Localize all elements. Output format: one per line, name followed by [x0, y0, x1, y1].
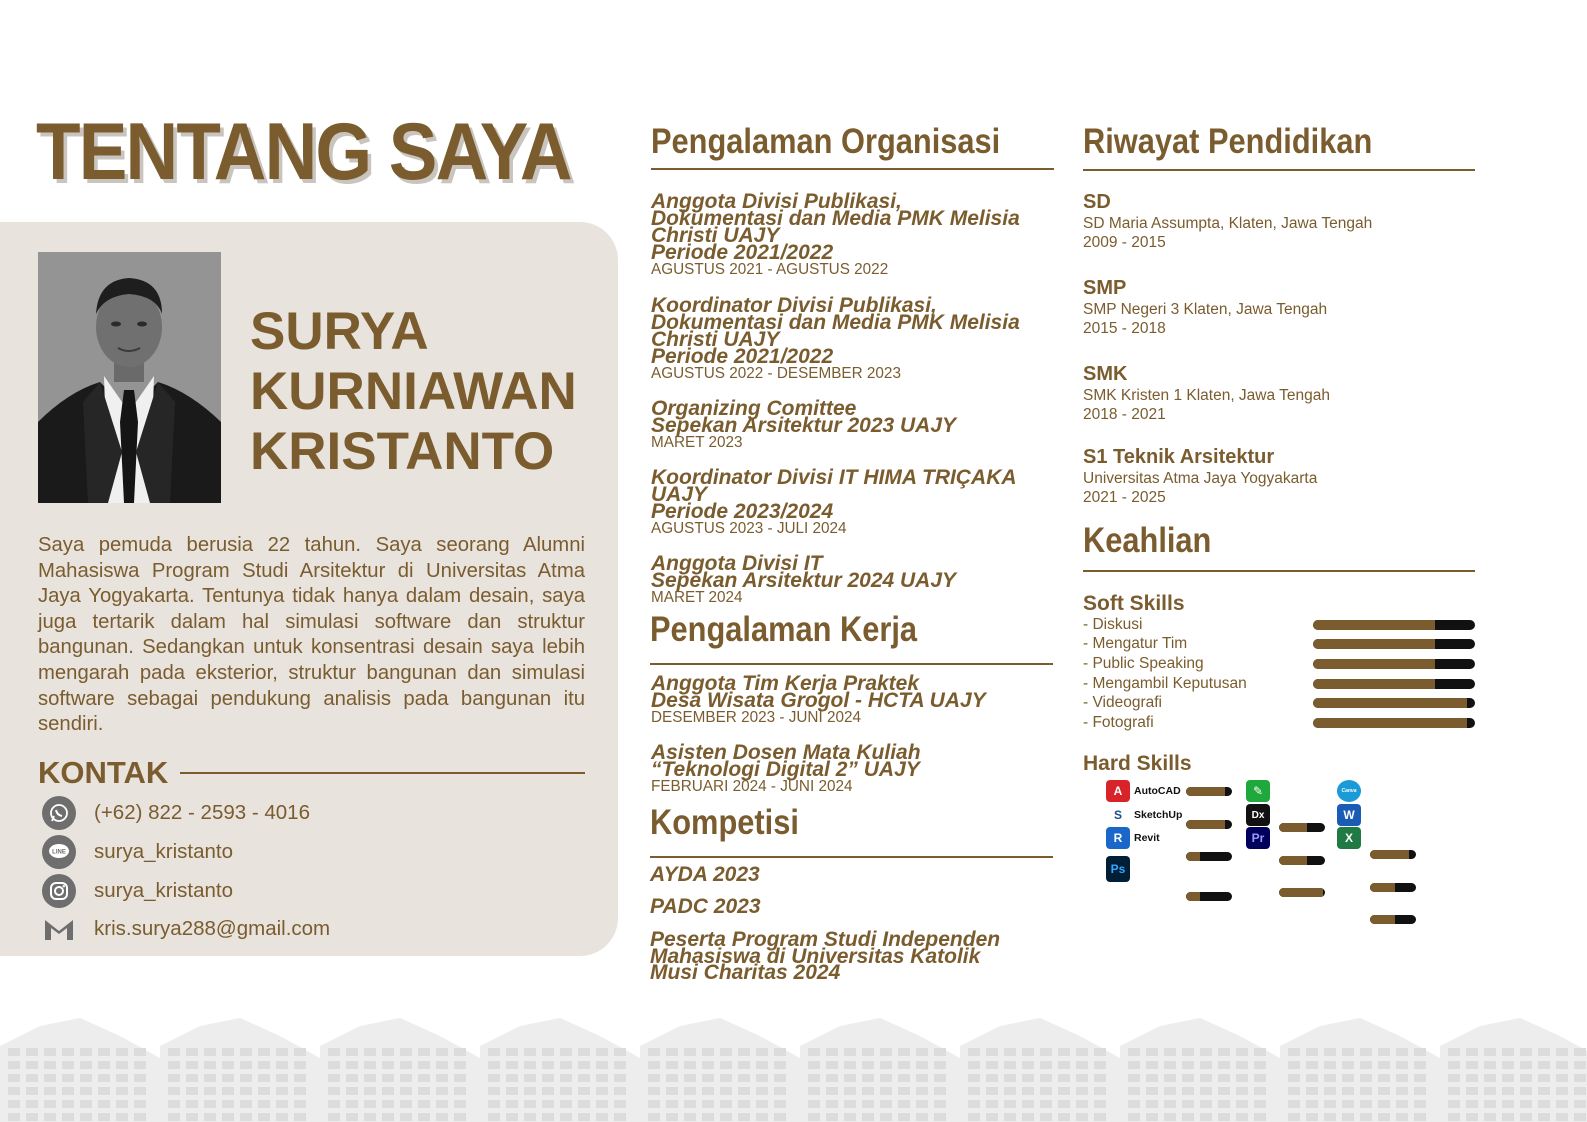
hard-skill-label: Revit: [1134, 832, 1160, 844]
photoshop-icon: Ps: [1106, 856, 1130, 882]
kompetisi-item: Peserta Program Studi Independen Mahasiswa di Universitas Katolik Musi Charitas 2024: [650, 928, 1001, 984]
kerja-heading: Pengalaman Kerja: [650, 610, 918, 649]
hard-skills-heading: Hard Skills: [1083, 752, 1192, 775]
hard-skill-item: [1337, 779, 1361, 803]
name-line-first: SURYA: [250, 302, 429, 361]
hard-skill-bar: [1186, 820, 1232, 829]
kerja-item: [651, 741, 1051, 795]
pendidikan-heading: Riwayat Pendidikan: [1083, 122, 1373, 161]
building-illustration: [1440, 1018, 1587, 1122]
kerja-item-title: Anggota Tim Kerja Praktek Desa Wisata Grogol - HCTA UAJY: [651, 672, 986, 712]
pendidikan-level: SMP: [1083, 277, 1127, 299]
excel-icon: X: [1337, 827, 1361, 849]
pendidikan-item: [1083, 277, 1327, 338]
premiere-icon: Pr: [1246, 827, 1270, 849]
soft-skill-bar: [1313, 718, 1475, 728]
organisasi-item: [651, 397, 1051, 451]
soft-skill-label: - Public Speaking: [1083, 654, 1204, 672]
soft-skill-row: [1083, 693, 1475, 713]
organisasi-item-title: Organizing Comittee Sepekan Arsitektur 2023 UAJY: [651, 397, 957, 437]
organisasi-item-date: AGUSTUS 2021 - AGUSTUS 2022: [651, 261, 889, 278]
organisasi-item: [651, 466, 1051, 537]
pendidikan-divider: [1083, 169, 1475, 171]
pendidikan-item: [1083, 191, 1372, 252]
pendidikan-school: SMK Kristen 1 Klaten, Jawa Tengah: [1083, 387, 1330, 404]
building-illustration: [800, 1018, 960, 1122]
soft-skill-label: - Mengatur Tim: [1083, 635, 1188, 653]
email-address: kris.surya288@gmail.com: [94, 917, 331, 940]
contact-whatsapp[interactable]: [42, 796, 310, 830]
organisasi-item-title: Anggota Divisi Publikasi, Dokumentasi dan Media PMK Melisia Christi UAJY Periode 2021/2022: [651, 190, 1020, 264]
soft-skill-row: [1083, 713, 1475, 733]
organisasi-item-date: MARET 2023: [651, 434, 743, 451]
building-illustration: [0, 1018, 160, 1122]
kontak-heading: KONTAK: [38, 755, 169, 790]
pendidikan-years: 2009 - 2015: [1083, 234, 1166, 251]
hard-skill-bar-fill: [1279, 823, 1307, 832]
hard-skill-label: AutoCAD: [1134, 785, 1181, 797]
hard-skill-bar: [1279, 856, 1325, 865]
building-illustration: [480, 1018, 640, 1122]
hard-skill-bar-fill: [1370, 883, 1395, 892]
soft-skill-bar-fill: [1313, 620, 1435, 630]
svg-text:LINE: LINE: [52, 849, 66, 856]
keahlian-divider: [1083, 570, 1475, 572]
soft-skill-bar: [1313, 679, 1475, 689]
kompetisi-heading: Kompetisi: [650, 803, 799, 842]
sketchbook-icon: ✎: [1246, 780, 1270, 802]
soft-skill-label: - Mengambil Keputusan: [1083, 674, 1247, 692]
profile-photo: [38, 252, 221, 503]
organisasi-item-title: Koordinator Divisi IT HIMA TRIÇAKA UAJY Periode 2023/2024: [651, 466, 1017, 523]
hard-skill-bar-fill: [1186, 787, 1225, 796]
hard-skill-bar: [1370, 883, 1416, 892]
hard-skill-bar: [1279, 823, 1325, 832]
sketchup-icon: S: [1106, 804, 1130, 826]
organisasi-item: [651, 190, 1051, 278]
pendidikan-level: SD: [1083, 191, 1111, 213]
whatsapp-icon: [42, 796, 76, 830]
soft-skill-bar: [1313, 698, 1475, 708]
gmail-icon: [42, 912, 76, 946]
soft-skill-bar: [1313, 659, 1475, 669]
kompetisi-item: AYDA 2023: [650, 863, 760, 886]
pendidikan-years: 2015 - 2018: [1083, 320, 1166, 337]
organisasi-heading: Pengalaman Organisasi: [651, 122, 1001, 161]
name-line-last: KRISTANTO: [250, 422, 555, 481]
organisasi-item-date: AGUSTUS 2022 - DESEMBER 2023: [651, 365, 901, 382]
pendidikan-years: 2021 - 2025: [1083, 489, 1166, 506]
soft-skill-label: - Diskusi: [1083, 615, 1143, 633]
soft-skill-row: [1083, 674, 1475, 694]
building-illustration: [960, 1018, 1120, 1122]
contact-line[interactable]: [42, 835, 233, 869]
pendidikan-school: Universitas Atma Jaya Yogyakarta: [1083, 470, 1318, 487]
soft-skill-bar: [1313, 639, 1475, 649]
pendidikan-item: [1083, 363, 1330, 424]
soft-skill-bar-fill: [1313, 679, 1435, 689]
organisasi-item: [651, 294, 1051, 382]
hard-skill-bar-fill: [1186, 852, 1200, 861]
pendidikan-years: 2018 - 2021: [1083, 406, 1166, 423]
hard-skill-bar-fill: [1370, 915, 1395, 924]
hard-skill-bar-fill: [1370, 850, 1409, 859]
hard-skill-item: [1246, 803, 1270, 827]
kerja-item-title: Asisten Dosen Mata Kuliah “Teknologi Digital 2” UAJY: [651, 741, 921, 781]
pendidikan-item: [1083, 446, 1317, 507]
soft-skills-heading: Soft Skills: [1083, 592, 1185, 615]
organisasi-item-date: MARET 2024: [651, 589, 743, 606]
revit-icon: R: [1106, 827, 1130, 849]
kompetisi-divider: [650, 856, 1053, 858]
keahlian-heading: Keahlian: [1083, 521, 1212, 560]
word-icon: W: [1337, 804, 1361, 826]
hard-skill-bar: [1186, 787, 1232, 796]
organisasi-item-date: AGUSTUS 2023 - JULI 2024: [651, 520, 847, 537]
kerja-item-date: FEBRUARI 2024 - JUNI 2024: [651, 778, 853, 795]
building-illustration: [1120, 1018, 1280, 1122]
hard-skill-label: SketchUp: [1134, 809, 1183, 821]
kerja-item-date: DESEMBER 2023 - JUNI 2024: [651, 709, 861, 726]
soft-skill-bar-fill: [1313, 698, 1467, 708]
hard-skill-bar-fill: [1186, 892, 1200, 901]
soft-skill-bar: [1313, 620, 1475, 630]
hard-skill-item: [1246, 779, 1270, 803]
pendidikan-level: SMK: [1083, 363, 1128, 385]
hard-skill-item: [1337, 803, 1361, 827]
kompetisi-item: PADC 2023: [650, 895, 761, 918]
pendidikan-school: SMP Negeri 3 Klaten, Jawa Tengah: [1083, 301, 1328, 318]
canva-icon: Canva: [1337, 780, 1361, 802]
autocad-icon: A: [1106, 780, 1130, 802]
building-strip: [0, 1018, 1587, 1122]
hard-skill-item: [1106, 857, 1130, 881]
person-name: [250, 302, 577, 482]
soft-skill-bar-fill: [1313, 659, 1435, 669]
building-illustration: [160, 1018, 320, 1122]
whatsapp-number: (+62) 822 - 2593 - 4016: [94, 801, 310, 824]
kerja-divider: [650, 663, 1053, 665]
hard-skill-bar: [1186, 892, 1232, 901]
kerja-item: [651, 672, 1051, 726]
hard-skill-item: [1337, 826, 1361, 850]
hard-skill-bar-fill: [1279, 888, 1323, 897]
about-paragraph: Saya pemuda berusia 22 tahun. Saya seorang Alumni Mahasiswa Program Studi Arsitektur di Universitas Atma Jaya Yogyakarta. Tentunya tidak hanya dalam desain, saya juga tertarik dalam hal simulasi software dan struktur bangunan. Sedangkan untuk konsentrasi desain saya lebih mengarah pada eksterior, struktur bangunan dan simulasi software sebagai pendukung analisis pada bangunan itu sendiri.: [38, 534, 585, 736]
hard-skill-bar: [1279, 888, 1325, 897]
kontak-divider: [180, 772, 585, 774]
pendidikan-level: S1 Teknik Arsitektur: [1083, 446, 1275, 468]
instagram-icon: [42, 874, 76, 908]
hard-skill-item: [1246, 826, 1270, 850]
soft-skill-label: - Videografi: [1083, 694, 1162, 712]
hard-skill-item: [1106, 826, 1192, 850]
organisasi-item-title: Anggota Divisi IT Sepekan Arsitektur 2024 UAJY: [651, 552, 957, 592]
instagram-handle: surya_kristanto: [94, 879, 234, 902]
soft-skill-label: - Fotografi: [1083, 713, 1154, 731]
building-illustration: [1280, 1018, 1440, 1122]
organisasi-item: [651, 552, 1051, 606]
hard-skill-item: [1106, 779, 1192, 803]
hard-skill-item: [1106, 803, 1192, 827]
soft-skill-bar-fill: [1313, 718, 1467, 728]
dimension-icon: Dx: [1246, 804, 1270, 826]
organisasi-item-title: Koordinator Divisi Publikasi, Dokumentasi dan Media PMK Melisia Christi UAJY Periode 2021/2022: [651, 294, 1020, 368]
building-illustration: [320, 1018, 480, 1122]
page-title: TENTANG SAYA: [36, 107, 571, 197]
building-illustration: [640, 1018, 800, 1122]
hard-skill-bar: [1370, 850, 1416, 859]
soft-skill-row: [1083, 654, 1475, 674]
pendidikan-school: SD Maria Assumpta, Klaten, Jawa Tengah: [1083, 215, 1373, 232]
line-id: surya_kristanto: [94, 840, 234, 863]
line-icon: [42, 835, 76, 869]
soft-skill-row: [1083, 615, 1475, 635]
organisasi-divider: [651, 168, 1054, 170]
hard-skill-bar: [1370, 915, 1416, 924]
hard-skill-bar: [1186, 852, 1232, 861]
contact-instagram[interactable]: [42, 874, 233, 908]
contact-email[interactable]: [42, 912, 330, 946]
soft-skill-bar-fill: [1313, 639, 1435, 649]
soft-skill-row: [1083, 635, 1475, 655]
hard-skill-bar-fill: [1279, 856, 1307, 865]
name-line-middle: KURNIAWAN: [250, 362, 577, 421]
